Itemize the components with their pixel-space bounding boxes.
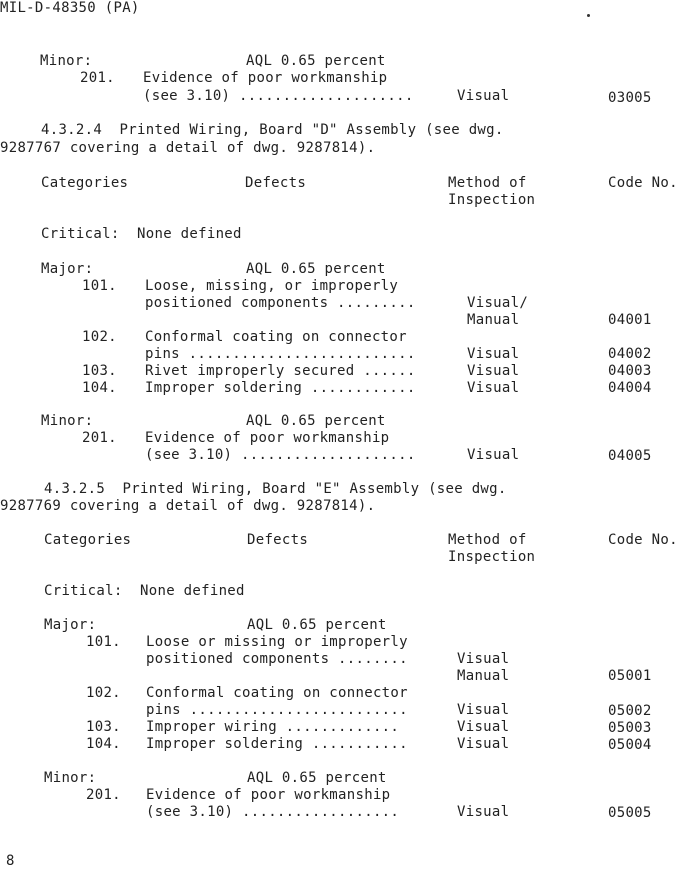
minor-aql: AQL 0.65 percent xyxy=(246,53,386,69)
inspection-method: Visual xyxy=(467,447,520,463)
minor-label: Minor: xyxy=(41,413,94,429)
defect-number: 101. xyxy=(82,278,117,294)
column-header-categories: Categories xyxy=(44,532,132,548)
major-aql: AQL 0.65 percent xyxy=(247,617,387,633)
column-header-method: Inspection xyxy=(448,549,536,565)
defect-text: Improper wiring ............. xyxy=(146,719,400,735)
inspection-method: Manual xyxy=(457,668,510,684)
inspection-method: Visual xyxy=(457,88,510,104)
column-header-categories: Categories xyxy=(41,175,129,191)
inspection-method: Visual/ xyxy=(467,295,529,311)
code-number: 03005 xyxy=(608,90,652,106)
minor-aql: AQL 0.65 percent xyxy=(247,770,387,786)
column-header-method: Method of xyxy=(448,175,527,191)
section-heading-cont: 9287767 covering a detail of dwg. 9287814). xyxy=(0,140,376,156)
inspection-method: Visual xyxy=(467,363,520,379)
defect-text: pins .......................... xyxy=(145,346,416,362)
column-header-method: Inspection xyxy=(448,192,536,208)
inspection-method: Visual xyxy=(467,346,520,362)
critical-line: Critical: None defined xyxy=(41,226,242,242)
major-aql: AQL 0.65 percent xyxy=(246,261,386,277)
column-header-code: Code No. xyxy=(608,532,678,548)
inspection-method: Visual xyxy=(457,804,510,820)
defect-text: Evidence of poor workmanship xyxy=(145,430,390,446)
inspection-method: Manual xyxy=(467,312,520,328)
defect-number: 104. xyxy=(82,380,117,396)
defect-number: 201. xyxy=(82,430,117,446)
code-number: 04005 xyxy=(608,448,652,464)
code-number: 04001 xyxy=(608,312,652,328)
defect-text: Conformal coating on connector xyxy=(146,685,408,701)
defect-text: pins ......................... xyxy=(146,702,408,718)
major-label: Major: xyxy=(44,617,97,633)
defect-number: 104. xyxy=(86,736,121,752)
document-id: MIL-D-48350 (PA) xyxy=(0,0,140,16)
defect-text: Loose, missing, or improperly xyxy=(145,278,399,294)
column-header-code: Code No. xyxy=(608,175,678,191)
section-heading: 4.3.2.4 Printed Wiring, Board "D" Assembly (see dwg. xyxy=(41,122,504,138)
defect-text: Improper soldering ............ xyxy=(145,380,416,396)
minor-label: Minor: xyxy=(44,770,97,786)
inspection-method: Visual xyxy=(457,736,510,752)
major-label: Major: xyxy=(41,261,94,277)
defect-number: 201. xyxy=(86,787,121,803)
defect-text: positioned components ......... xyxy=(145,295,416,311)
code-number: 05001 xyxy=(608,668,652,684)
code-number: 04002 xyxy=(608,346,652,362)
minor-aql: AQL 0.65 percent xyxy=(246,413,386,429)
section-heading: 4.3.2.5 Printed Wiring, Board "E" Assembly (see dwg. xyxy=(44,481,507,497)
code-number: 05003 xyxy=(608,720,652,736)
defect-text: Evidence of poor workmanship xyxy=(143,70,388,86)
code-number: 04003 xyxy=(608,363,652,379)
defect-number: 102. xyxy=(86,685,121,701)
column-header-defects: Defects xyxy=(247,532,309,548)
code-number: 05002 xyxy=(608,703,652,719)
defect-text: Improper soldering ........... xyxy=(146,736,408,752)
defect-number: 101. xyxy=(86,634,121,650)
defect-text: (see 3.10) .................... xyxy=(145,447,416,463)
defect-text: Rivet improperly secured ...... xyxy=(145,363,416,379)
defect-text: (see 3.10) .................... xyxy=(143,88,414,104)
page-number: 8 xyxy=(6,853,15,869)
defect-text: Conformal coating on connector xyxy=(145,329,407,345)
defect-text: Loose or missing or improperly xyxy=(146,634,408,650)
critical-line: Critical: None defined xyxy=(44,583,245,599)
inspection-method: Visual xyxy=(457,651,510,667)
defect-number: 102. xyxy=(82,329,117,345)
column-header-method: Method of xyxy=(448,532,527,548)
column-header-defects: Defects xyxy=(245,175,307,191)
defect-number: 103. xyxy=(82,363,117,379)
defect-text: (see 3.10) .................. xyxy=(146,804,400,820)
code-number: 05005 xyxy=(608,805,652,821)
stray-mark xyxy=(587,14,590,17)
defect-number: 201. xyxy=(80,70,115,86)
defect-number: 103. xyxy=(86,719,121,735)
section-heading-cont: 9287769 covering a detail of dwg. 9287814). xyxy=(0,498,376,514)
inspection-method: Visual xyxy=(457,702,510,718)
defect-text: Evidence of poor workmanship xyxy=(146,787,391,803)
code-number: 05004 xyxy=(608,737,652,753)
code-number: 04004 xyxy=(608,380,652,396)
defect-text: positioned components ........ xyxy=(146,651,408,667)
inspection-method: Visual xyxy=(457,719,510,735)
minor-label: Minor: xyxy=(40,53,93,69)
inspection-method: Visual xyxy=(467,380,520,396)
